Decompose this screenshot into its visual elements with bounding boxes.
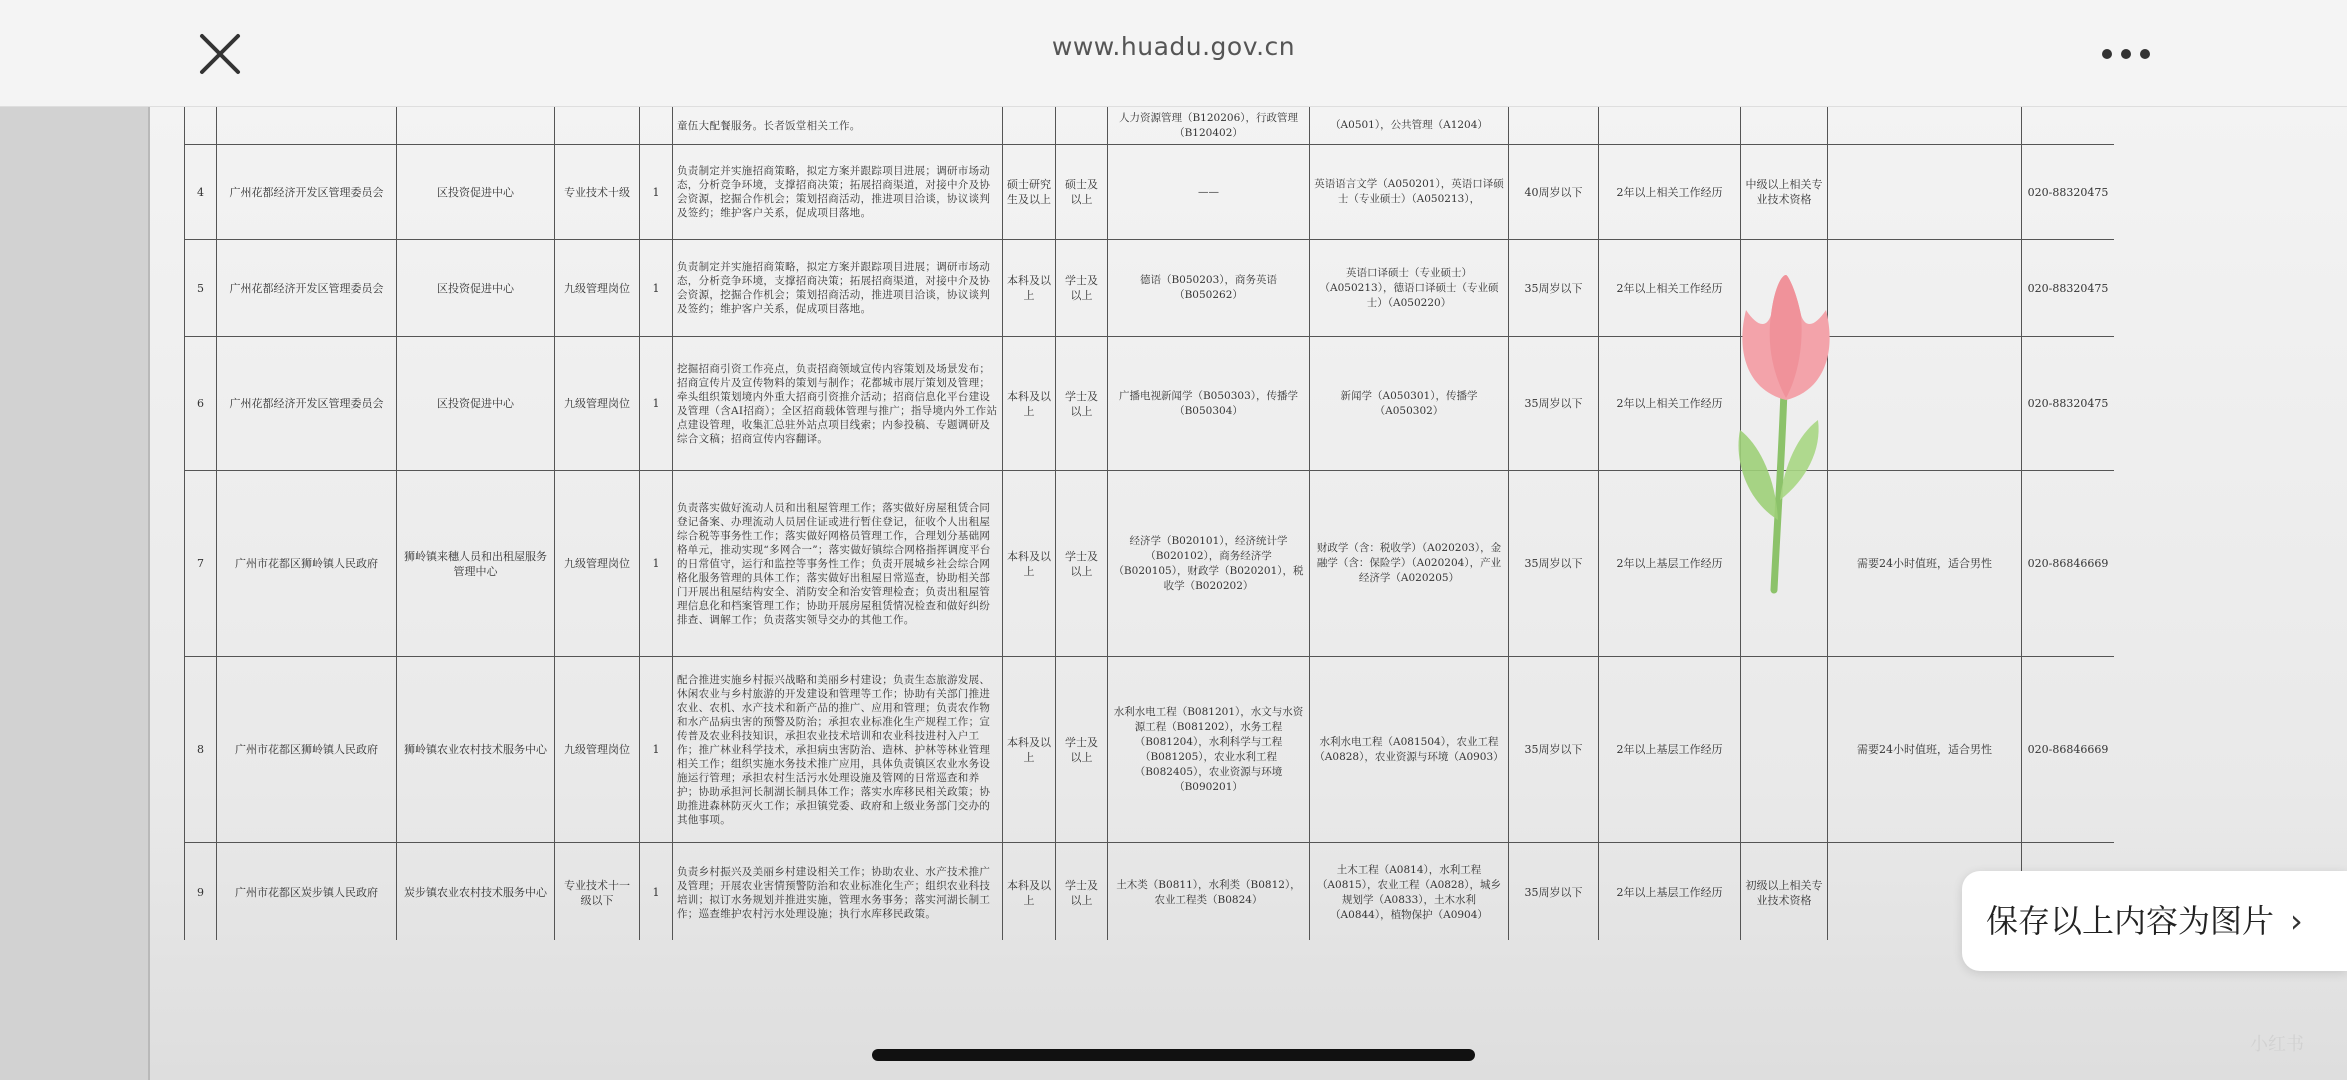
edu-cell: 本科及以上 [1003, 657, 1056, 843]
age-cell: 35周岁以下 [1509, 843, 1599, 941]
major-grad-cell: （A0501），公共管理（A1204） [1310, 107, 1509, 145]
age-cell: 35周岁以下 [1509, 471, 1599, 657]
save-as-image-label: 保存以上内容为图片 [1986, 902, 2275, 940]
major-undergrad-cell: 人力资源管理（B120206），行政管理（B120402） [1108, 107, 1310, 145]
experience-cell: 2年以上基层工作经历 [1599, 471, 1741, 657]
count-cell: 1 [640, 240, 673, 337]
no-cell: 8 [185, 657, 217, 843]
edu-cell: 硕士研究生及以上 [1003, 145, 1056, 240]
url-text: www.huadu.gov.cn [1051, 32, 1296, 61]
table-row [185, 657, 2115, 843]
degree-cell: 学士及以上 [1056, 657, 1108, 843]
dept-cell: 区投资促进中心 [397, 145, 555, 240]
cert-cell [1741, 657, 1828, 843]
table-row [185, 843, 2115, 941]
major-undergrad-cell: 德语（B050203），商务英语（B050262） [1108, 240, 1310, 337]
dept-cell: 狮岭镇农业农村技术服务中心 [397, 657, 555, 843]
count-cell: 1 [640, 337, 673, 471]
post-cell: 九级管理岗位 [555, 240, 640, 337]
experience-cell: 2年以上相关工作经历 [1599, 145, 1741, 240]
degree-cell: 学士及以上 [1056, 843, 1108, 941]
major-undergrad-cell: 经济学（B020101），经济统计学（B020102），商务经济学（B020105），财政学（B020201），税收学（B020202） [1108, 471, 1310, 657]
major-undergrad-cell: 土木类（B0811），水利类（B0812），农业工程类（B0824） [1108, 843, 1310, 941]
count-cell: 1 [640, 471, 673, 657]
other-cell [1828, 240, 2022, 337]
edu-cell: 本科及以上 [1003, 471, 1056, 657]
duty-cell: 负责制定并实施招商策略，拟定方案并跟踪项目进展；调研市场动态，分析竞争环境，支撑招商决策；拓展招商渠道，对接中介及协会资源，挖掘合作机会；策划招商活动，推进项目洽谈，协议谈判及签约；维护客户关系，促成项目落地。 [673, 240, 1003, 337]
dept-cell: 区投资促进中心 [397, 240, 555, 337]
age-cell: 35周岁以下 [1509, 240, 1599, 337]
tulip-sticker-icon [1726, 270, 1846, 600]
other-cell: 需要24小时值班，适合男性 [1828, 471, 2022, 657]
duty-cell: 负责制定并实施招商策略，拟定方案并跟踪项目进展；调研市场动态，分析竞争环境，支撑招商决策；拓展招商渠道，对接中介及协会资源，挖掘合作机会；策划招商活动，推进项目洽谈，协议谈判及签约；维护客户关系，促成项目落地。 [673, 145, 1003, 240]
edu-cell: 本科及以上 [1003, 337, 1056, 471]
unit-cell: 广州市花都区炭步镇人民政府 [217, 843, 397, 941]
major-undergrad-cell: 广播电视新闻学（B050303），传播学（B050304） [1108, 337, 1310, 471]
phone-cell: 020-88320475 [2022, 145, 2115, 240]
browser-top-bar [0, 0, 2347, 107]
major-grad-cell: 土木工程（A0814），水利工程（A0815），农业工程（A0828），城乡规划学（A0833），土木水利（A0844），植物保护（A0904） [1310, 843, 1509, 941]
home-indicator[interactable] [872, 1049, 1475, 1061]
post-cell: 九级管理岗位 [555, 337, 640, 471]
major-undergrad-cell: —— [1108, 145, 1310, 240]
unit-cell: 广州花都经济开发区管理委员会 [217, 240, 397, 337]
table-row [185, 145, 2115, 240]
duty-cell: 挖掘招商引资工作亮点，负责招商领域宣传内容策划及场景发布；招商宣传片及宣传物料的策划与制作；花都城市展厅策划及管理；牵头组织策划境内外重大招商引资推介活动；招商信息化平台建设及管理（含AI招商）；全区招商载体管理与推广；指导境内外工作站点建设管理，收集汇总驻外站点项目线索；内参投稿、专题调研及综合文稿；招商宣传内容翻译。 [673, 337, 1003, 471]
duty-cell: 配合推进实施乡村振兴战略和美丽乡村建设；负责生态旅游发展、休闲农业与乡村旅游的开发建设和管理等工作；协助有关部门推进农业、农机、水产技术和新产品的推广、应用和管理；负责农作物和水产品病虫害的预警及防治；承担农业标准化生产规程工作；宣传普及农业科技知识，承担农业技术培训和农业科技进村入户工作；推广林业科学技术，承担病虫害防治、造林、护林等林业管理相关工作；组织实施水务技术推广应用，具体负责镇区农业水务设施运行管理；承担农村生活污水处理设施及管网的日常巡查和养护；协助承担河长制湖长制具体工作；落实水库移民相关政策；协助推进森林防灭火工作；承担镇党委、政府和上级业务部门交办的其他事项。 [673, 657, 1003, 843]
post-cell: 专业技术十一级以下 [555, 843, 640, 941]
no-cell: 4 [185, 145, 217, 240]
dept-cell: 炭步镇农业农村技术服务中心 [397, 843, 555, 941]
phone-cell: 020-86846669 [2022, 471, 2115, 657]
edu-cell: 本科及以上 [1003, 240, 1056, 337]
degree-cell: 硕士及以上 [1056, 145, 1108, 240]
duty-cell: 童伍大配餐服务。长者饭堂相关工作。 [673, 107, 1003, 145]
count-cell: 1 [640, 145, 673, 240]
post-cell: 九级管理岗位 [555, 657, 640, 843]
major-grad-cell: 英语口译硕士（专业硕士）（A050213），德语口译硕士（专业硕士）（A050220） [1310, 240, 1509, 337]
age-cell: 35周岁以下 [1509, 657, 1599, 843]
no-cell: 9 [185, 843, 217, 941]
dept-cell: 区投资促进中心 [397, 337, 555, 471]
duty-cell: 负责落实做好流动人员和出租屋管理工作；落实做好房屋租赁合同登记备案、办理流动人员居住证或进行暂住登记，征收个人出租屋综合税等事务性工作；落实做好网格员管理工作，合理划分基础网格单元，推动实现“多网合一”；落实做好镇综合网格指挥调度平台的日常值守，运行和监控等事务性工作；负责开展城乡社会综合网格化服务管理的具体工作；落实做好出租屋日常巡查，协助相关部门开展出租屋结构安全、消防安全和治安管理检查；负责出租屋管理信息化和档案管理工作；协助开展房屋租赁情况检查和做好纠纷排查、调解工作；负责落实领导交办的其他工作。 [673, 471, 1003, 657]
post-cell: 专业技术十级 [555, 145, 640, 240]
major-grad-cell: 水利水电工程（A081504），农业工程（A0828），农业资源与环境（A0903） [1310, 657, 1509, 843]
dept-cell: 狮岭镇来穗人员和出租屋服务管理中心 [397, 471, 555, 657]
unit-cell: 广州市花都区狮岭镇人民政府 [217, 657, 397, 843]
experience-cell: 2年以上基层工作经历 [1599, 657, 1741, 843]
count-cell: 1 [640, 657, 673, 843]
age-cell: 35周岁以下 [1509, 337, 1599, 471]
more-button[interactable] [2100, 42, 2152, 66]
duty-cell: 负责乡村振兴及美丽乡村建设相关工作；协助农业、水产技术推广及管理；开展农业害情预警防治和农业标准化生产；组织农业科技培训；拟订水务规划并推进实施，管理水务事务；落实河湖长制工作；巡查维护农村污水处理设施；执行水库移民政策。 [673, 843, 1003, 941]
chevron-right-icon: › [2290, 902, 2303, 940]
phone-cell: 020-88320475 [2022, 240, 2115, 337]
other-cell: 需要24小时值班，适合男性 [1828, 657, 2022, 843]
unit-cell: 广州市花都区狮岭镇人民政府 [217, 471, 397, 657]
experience-cell: 2年以上基层工作经历 [1599, 843, 1741, 941]
major-grad-cell: 财政学（含：税收学）（A020203），金融学（含：保险学）（A020204），产业经济学（A020205） [1310, 471, 1509, 657]
unit-cell: 广州花都经济开发区管理委员会 [217, 337, 397, 471]
experience-cell: 2年以上相关工作经历 [1599, 240, 1741, 337]
degree-cell: 学士及以上 [1056, 240, 1108, 337]
phone-cell: 020-86846669 [2022, 657, 2115, 843]
no-cell: 7 [185, 471, 217, 657]
other-cell [1828, 337, 2022, 471]
major-undergrad-cell: 水利水电工程（B081201），水文与水资源工程（B081202），水务工程（B081204），水利科学与工程（B081205），农业水利工程（B082405），农业资源与环境（B090201） [1108, 657, 1310, 843]
save-as-image-button[interactable] [1962, 871, 2347, 971]
cert-cell: 初级以上相关专业技术资格 [1741, 843, 1828, 941]
cert-cell: 中级以上相关专业技术资格 [1741, 145, 1828, 240]
other-cell [1828, 145, 2022, 240]
major-grad-cell: 新闻学（A050301），传播学（A050302） [1310, 337, 1509, 471]
age-cell: 40周岁以下 [1509, 145, 1599, 240]
unit-cell: 广州花都经济开发区管理委员会 [217, 145, 397, 240]
count-cell: 1 [640, 843, 673, 941]
watermark-logo: 小红书 [2250, 1034, 2304, 1055]
table-row-partial [185, 107, 2115, 145]
edu-cell: 本科及以上 [1003, 843, 1056, 941]
experience-cell: 2年以上相关工作经历 [1599, 337, 1741, 471]
major-grad-cell: 英语语言文学（A050201），英语口译硕士（专业硕士）（A050213）， [1310, 145, 1509, 240]
no-cell: 6 [185, 337, 217, 471]
post-cell: 九级管理岗位 [555, 471, 640, 657]
degree-cell: 学士及以上 [1056, 471, 1108, 657]
phone-cell: 020-88320475 [2022, 337, 2115, 471]
degree-cell: 学士及以上 [1056, 337, 1108, 471]
left-page-gutter [0, 106, 150, 1080]
no-cell: 5 [185, 240, 217, 337]
more-dots-icon [2100, 42, 2152, 66]
